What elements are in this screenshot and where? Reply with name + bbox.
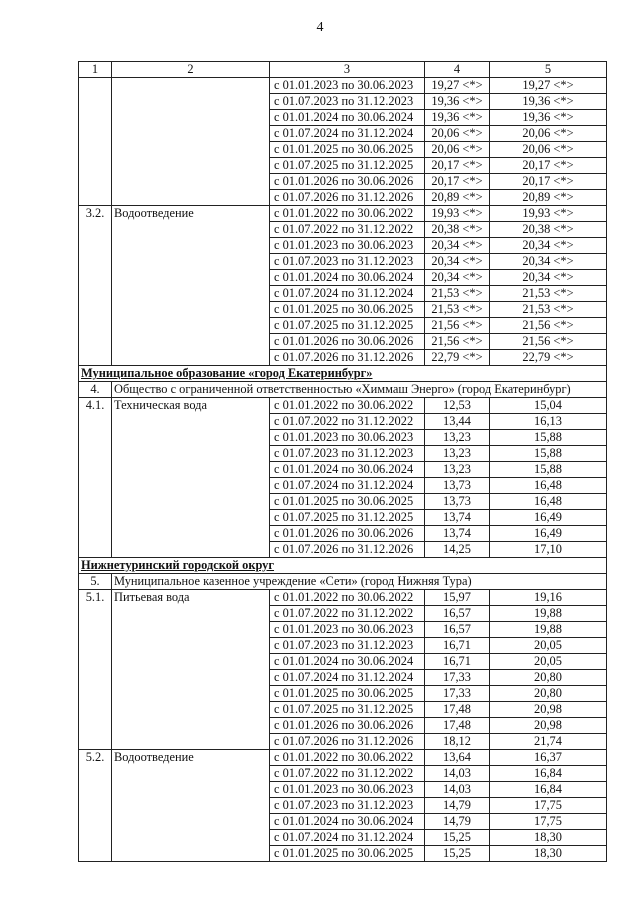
- tariff-cell: 21,56 <*>: [425, 318, 490, 334]
- tariff-cell: 15,25: [425, 830, 490, 846]
- tariff-vat-cell: 20,89 <*>: [490, 190, 607, 206]
- tariff-cell: 16,71: [425, 654, 490, 670]
- period-cell: с 01.07.2026 по 31.12.2026: [270, 542, 425, 558]
- tariff-cell: 13,73: [425, 478, 490, 494]
- tariff-cell: 13,23: [425, 462, 490, 478]
- tariff-vat-cell: 21,56 <*>: [490, 318, 607, 334]
- tariff-cell: 15,97: [425, 590, 490, 606]
- tariff-vat-cell: 20,34 <*>: [490, 254, 607, 270]
- period-cell: с 01.07.2023 по 31.12.2023: [270, 94, 425, 110]
- header-col-1: 1: [79, 62, 112, 78]
- period-cell: с 01.07.2026 по 31.12.2026: [270, 734, 425, 750]
- period-cell: с 01.07.2024 по 31.12.2024: [270, 286, 425, 302]
- period-cell: с 01.01.2024 по 30.06.2024: [270, 462, 425, 478]
- tariff-vat-cell: 19,88: [490, 606, 607, 622]
- tariff-cell: 17,33: [425, 670, 490, 686]
- tariff-cell: 14,25: [425, 542, 490, 558]
- tariff-vat-cell: 16,84: [490, 782, 607, 798]
- section-row: [79, 366, 607, 382]
- tariff-cell: 16,71: [425, 638, 490, 654]
- tariff-vat-cell: 20,06 <*>: [490, 126, 607, 142]
- tariff-cell: 20,38 <*>: [425, 222, 490, 238]
- tariff-vat-cell: 16,37: [490, 750, 607, 766]
- tariff-cell: 17,33: [425, 686, 490, 702]
- item-number: 5.1.: [79, 590, 112, 750]
- tariff-vat-cell: 15,88: [490, 430, 607, 446]
- table-row: [79, 78, 607, 94]
- tariff-vat-cell: 20,05: [490, 638, 607, 654]
- tariff-vat-cell: 20,17 <*>: [490, 158, 607, 174]
- tariff-vat-cell: 21,53 <*>: [490, 302, 607, 318]
- tariff-cell: 20,17 <*>: [425, 174, 490, 190]
- service-name: Водоотведение: [112, 206, 270, 366]
- period-cell: с 01.01.2022 по 30.06.2022: [270, 750, 425, 766]
- tariff-cell: 18,12: [425, 734, 490, 750]
- period-cell: с 01.01.2022 по 30.06.2022: [270, 398, 425, 414]
- period-cell: с 01.01.2025 по 30.06.2025: [270, 494, 425, 510]
- tariff-cell: 21,53 <*>: [425, 286, 490, 302]
- period-cell: с 01.01.2023 по 30.06.2023: [270, 78, 425, 94]
- period-cell: с 01.01.2025 по 30.06.2025: [270, 686, 425, 702]
- tariff-table-body: [79, 62, 607, 862]
- period-cell: с 01.01.2024 по 30.06.2024: [270, 110, 425, 126]
- header-col-2: 2: [112, 62, 270, 78]
- tariff-vat-cell: 15,88: [490, 446, 607, 462]
- section-title: Муниципальное образование «город Екатеринбург»: [79, 366, 607, 382]
- service-name: [112, 78, 270, 206]
- table-row: [79, 750, 607, 766]
- table-row: [79, 590, 607, 606]
- tariff-cell: 20,89 <*>: [425, 190, 490, 206]
- period-cell: с 01.01.2025 по 30.06.2025: [270, 846, 425, 862]
- organization-number: 4.: [79, 382, 112, 398]
- organization-number: 5.: [79, 574, 112, 590]
- header-col-4: 4: [425, 62, 490, 78]
- period-cell: с 01.01.2022 по 30.06.2022: [270, 206, 425, 222]
- tariff-vat-cell: 19,36 <*>: [490, 110, 607, 126]
- tariff-vat-cell: 16,49: [490, 526, 607, 542]
- period-cell: с 01.01.2026 по 30.06.2026: [270, 718, 425, 734]
- tariff-cell: 22,79 <*>: [425, 350, 490, 366]
- item-number: 5.2.: [79, 750, 112, 862]
- period-cell: с 01.07.2026 по 31.12.2026: [270, 350, 425, 366]
- tariff-vat-cell: 20,98: [490, 702, 607, 718]
- header-col-3: 3: [270, 62, 425, 78]
- tariff-cell: 16,57: [425, 606, 490, 622]
- tariff-cell: 12,53: [425, 398, 490, 414]
- tariff-vat-cell: 21,53 <*>: [490, 286, 607, 302]
- tariff-vat-cell: 20,34 <*>: [490, 238, 607, 254]
- tariff-vat-cell: 16,13: [490, 414, 607, 430]
- period-cell: с 01.07.2024 по 31.12.2024: [270, 126, 425, 142]
- tariff-vat-cell: 15,88: [490, 462, 607, 478]
- period-cell: с 01.01.2023 по 30.06.2023: [270, 782, 425, 798]
- tariff-cell: 21,56 <*>: [425, 334, 490, 350]
- period-cell: с 01.07.2025 по 31.12.2025: [270, 318, 425, 334]
- tariff-cell: 19,93 <*>: [425, 206, 490, 222]
- tariff-cell: 13,23: [425, 430, 490, 446]
- tariff-cell: 20,17 <*>: [425, 158, 490, 174]
- item-number: [79, 78, 112, 206]
- tariff-vat-cell: 17,75: [490, 814, 607, 830]
- period-cell: с 01.07.2023 по 31.12.2023: [270, 638, 425, 654]
- table-row: [79, 398, 607, 414]
- period-cell: с 01.07.2025 по 31.12.2025: [270, 510, 425, 526]
- tariff-cell: 21,53 <*>: [425, 302, 490, 318]
- period-cell: с 01.01.2026 по 30.06.2026: [270, 526, 425, 542]
- tariff-vat-cell: 20,06 <*>: [490, 142, 607, 158]
- organization-row: [79, 574, 607, 590]
- tariff-cell: 13,64: [425, 750, 490, 766]
- tariff-cell: 17,48: [425, 702, 490, 718]
- service-name: Питьевая вода: [112, 590, 270, 750]
- page-number: 4: [316, 20, 324, 35]
- period-cell: с 01.01.2024 по 30.06.2024: [270, 654, 425, 670]
- header-row: [79, 62, 607, 78]
- tariff-cell: 13,74: [425, 526, 490, 542]
- tariff-cell: 14,03: [425, 782, 490, 798]
- period-cell: с 01.01.2024 по 30.06.2024: [270, 270, 425, 286]
- tariff-cell: 13,44: [425, 414, 490, 430]
- tariff-table: [78, 61, 607, 862]
- period-cell: с 01.07.2026 по 31.12.2026: [270, 190, 425, 206]
- period-cell: с 01.07.2022 по 31.12.2022: [270, 222, 425, 238]
- tariff-cell: 13,74: [425, 510, 490, 526]
- tariff-vat-cell: 17,75: [490, 798, 607, 814]
- tariff-vat-cell: 22,79 <*>: [490, 350, 607, 366]
- tariff-vat-cell: 20,80: [490, 686, 607, 702]
- tariff-cell: 15,25: [425, 846, 490, 862]
- tariff-cell: 20,34 <*>: [425, 238, 490, 254]
- period-cell: с 01.07.2025 по 31.12.2025: [270, 702, 425, 718]
- tariff-cell: 13,23: [425, 446, 490, 462]
- tariff-vat-cell: 16,84: [490, 766, 607, 782]
- period-cell: с 01.01.2024 по 30.06.2024: [270, 814, 425, 830]
- period-cell: с 01.01.2026 по 30.06.2026: [270, 334, 425, 350]
- period-cell: с 01.01.2025 по 30.06.2025: [270, 302, 425, 318]
- tariff-vat-cell: 20,98: [490, 718, 607, 734]
- tariff-vat-cell: 19,36 <*>: [490, 94, 607, 110]
- period-cell: с 01.01.2022 по 30.06.2022: [270, 590, 425, 606]
- tariff-cell: 14,79: [425, 814, 490, 830]
- period-cell: с 01.07.2023 по 31.12.2023: [270, 446, 425, 462]
- tariff-vat-cell: 16,48: [490, 478, 607, 494]
- tariff-cell: 20,06 <*>: [425, 126, 490, 142]
- tariff-cell: 16,57: [425, 622, 490, 638]
- tariff-vat-cell: 19,88: [490, 622, 607, 638]
- tariff-vat-cell: 19,93 <*>: [490, 206, 607, 222]
- header-col-5: 5: [490, 62, 607, 78]
- tariff-vat-cell: 21,56 <*>: [490, 334, 607, 350]
- period-cell: с 01.07.2025 по 31.12.2025: [270, 158, 425, 174]
- period-cell: с 01.07.2023 по 31.12.2023: [270, 254, 425, 270]
- tariff-vat-cell: 20,17 <*>: [490, 174, 607, 190]
- item-number: 4.1.: [79, 398, 112, 558]
- organization-row: [79, 382, 607, 398]
- period-cell: с 01.01.2023 по 30.06.2023: [270, 622, 425, 638]
- tariff-vat-cell: 16,48: [490, 494, 607, 510]
- tariff-vat-cell: 20,38 <*>: [490, 222, 607, 238]
- organization-name: Общество с ограниченной ответственностью «Химмаш Энерго» (город Екатеринбург): [112, 382, 607, 398]
- tariff-cell: 14,79: [425, 798, 490, 814]
- table-row: [79, 206, 607, 222]
- tariff-cell: 14,03: [425, 766, 490, 782]
- tariff-vat-cell: 20,34 <*>: [490, 270, 607, 286]
- tariff-vat-cell: 18,30: [490, 846, 607, 862]
- tariff-cell: 20,06 <*>: [425, 142, 490, 158]
- tariff-vat-cell: 21,74: [490, 734, 607, 750]
- tariff-cell: 17,48: [425, 718, 490, 734]
- period-cell: с 01.01.2026 по 30.06.2026: [270, 174, 425, 190]
- period-cell: с 01.07.2024 по 31.12.2024: [270, 830, 425, 846]
- tariff-vat-cell: 15,04: [490, 398, 607, 414]
- section-title: Нижнетуринский городской округ: [79, 558, 607, 574]
- tariff-vat-cell: 20,80: [490, 670, 607, 686]
- tariff-cell: 19,36 <*>: [425, 94, 490, 110]
- tariff-cell: 13,73: [425, 494, 490, 510]
- tariff-vat-cell: 17,10: [490, 542, 607, 558]
- service-name: Техническая вода: [112, 398, 270, 558]
- period-cell: с 01.07.2024 по 31.12.2024: [270, 478, 425, 494]
- tariff-vat-cell: 19,16: [490, 590, 607, 606]
- period-cell: с 01.07.2022 по 31.12.2022: [270, 766, 425, 782]
- tariff-vat-cell: 16,49: [490, 510, 607, 526]
- tariff-cell: 19,36 <*>: [425, 110, 490, 126]
- period-cell: с 01.07.2022 по 31.12.2022: [270, 414, 425, 430]
- tariff-cell: 20,34 <*>: [425, 254, 490, 270]
- period-cell: с 01.07.2022 по 31.12.2022: [270, 606, 425, 622]
- tariff-cell: 19,27 <*>: [425, 78, 490, 94]
- tariff-vat-cell: 18,30: [490, 830, 607, 846]
- service-name: Водоотведение: [112, 750, 270, 862]
- organization-name: Муниципальное казенное учреждение «Сети» (город Нижняя Тура): [112, 574, 607, 590]
- period-cell: с 01.07.2024 по 31.12.2024: [270, 670, 425, 686]
- tariff-vat-cell: 19,27 <*>: [490, 78, 607, 94]
- period-cell: с 01.01.2023 по 30.06.2023: [270, 430, 425, 446]
- period-cell: с 01.07.2023 по 31.12.2023: [270, 798, 425, 814]
- item-number: 3.2.: [79, 206, 112, 366]
- period-cell: с 01.01.2023 по 30.06.2023: [270, 238, 425, 254]
- tariff-vat-cell: 20,05: [490, 654, 607, 670]
- section-row: [79, 558, 607, 574]
- tariff-cell: 20,34 <*>: [425, 270, 490, 286]
- period-cell: с 01.01.2025 по 30.06.2025: [270, 142, 425, 158]
